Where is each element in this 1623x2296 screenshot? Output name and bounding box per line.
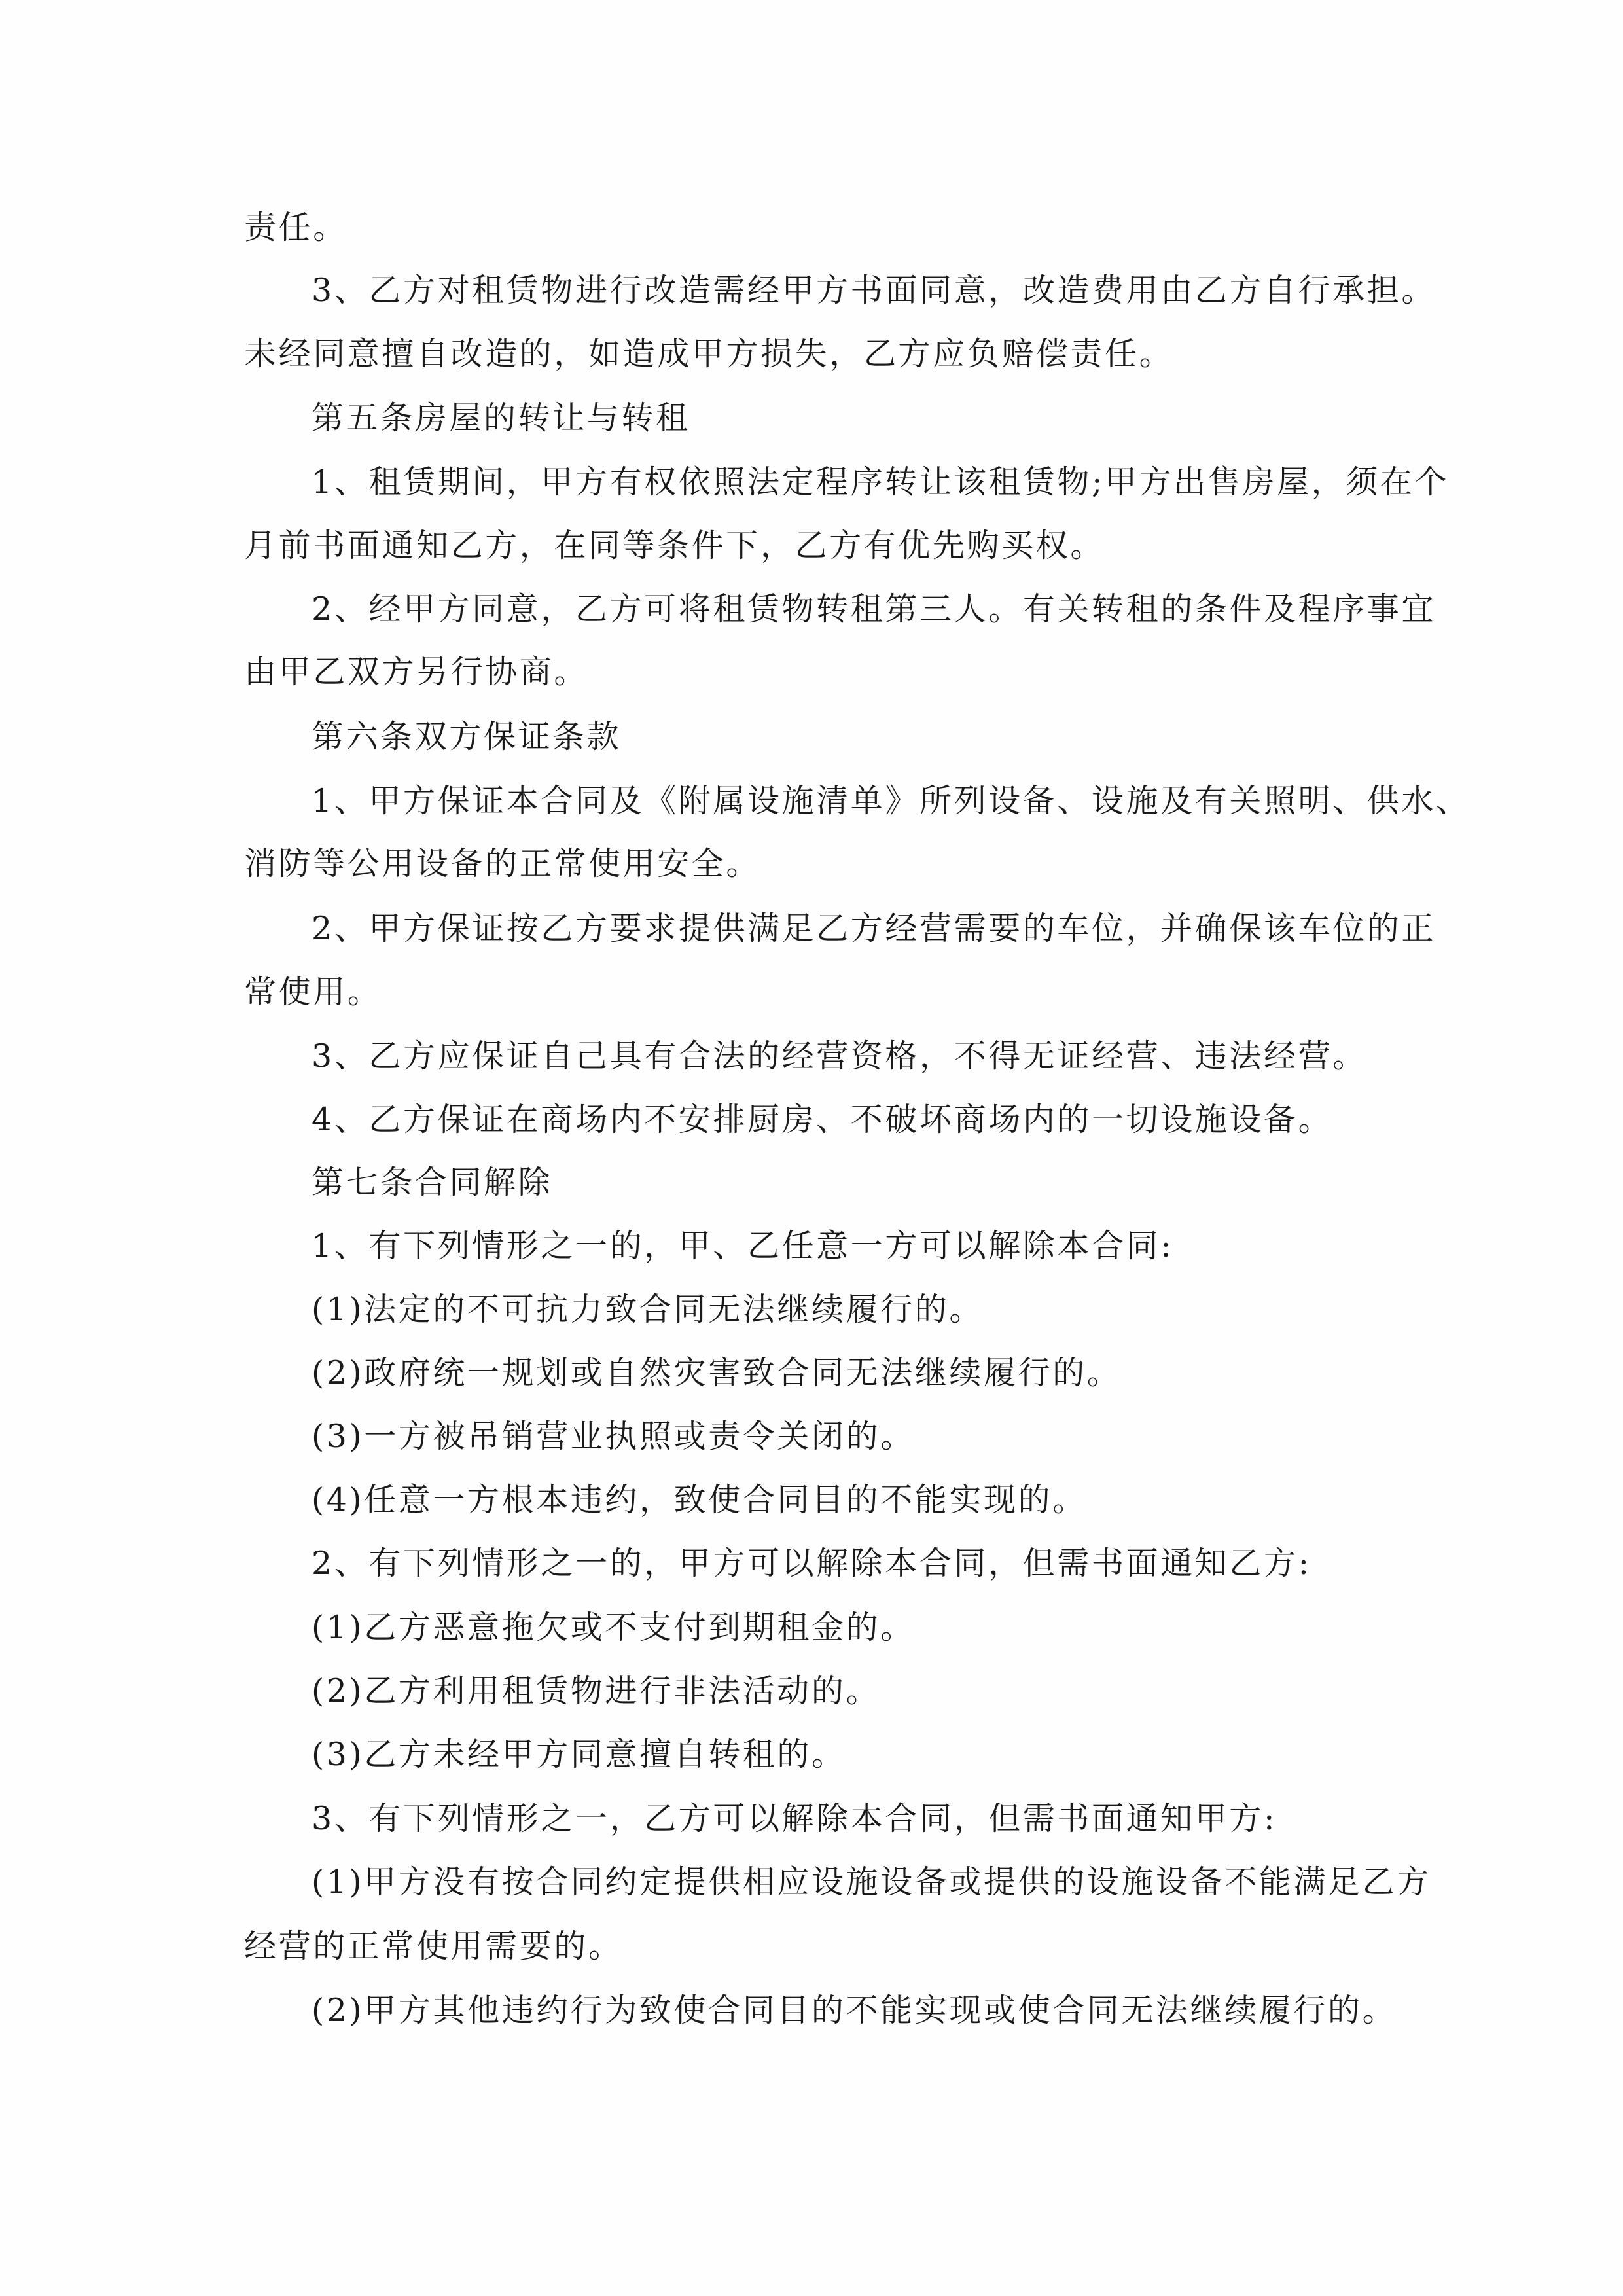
text-line: 责任。 <box>244 209 348 246</box>
section-heading: 第六条双方保证条款 <box>312 718 622 755</box>
text-line: (1)法定的不可抗力致合同无法继续履行的。 <box>312 1291 984 1328</box>
text-line: 3、有下列情形之一，乙方可以解除本合同，但需书面通知甲方: <box>312 1800 1277 1837</box>
text-line: (1)乙方恶意拖欠或不支付到期租金的。 <box>312 1609 915 1646</box>
text-line: 月前书面通知乙方，在同等条件下，乙方有优先购买权。 <box>244 527 1105 564</box>
text-line: 由甲乙双方另行协商。 <box>244 653 589 691</box>
text-line: (2)乙方利用租赁物进行非法活动的。 <box>312 1672 881 1710</box>
text-line: (3)一方被吊销营业执照或责令关闭的。 <box>312 1418 915 1455</box>
text-line: (2)政府统一规划或自然灾害致合同无法继续履行的。 <box>312 1354 1122 1391</box>
text-line: 3、乙方对租赁物进行改造需经甲方书面同意，改造费用由乙方自行承担。 <box>312 272 1436 309</box>
text-line: 消防等公用设备的正常使用安全。 <box>244 845 761 882</box>
text-line: 2、有下列情形之一的，甲方可以解除本合同，但需书面通知乙方: <box>312 1545 1311 1582</box>
text-line: 1、有下列情形之一的，甲、乙任意一方可以解除本合同: <box>312 1227 1174 1265</box>
text-line: 经营的正常使用需要的。 <box>244 1928 623 1965</box>
text-line: 2、经甲方同意，乙方可将租赁物转租第三人。有关转租的条件及程序事宜 <box>312 590 1436 628</box>
text-line: (2)甲方其他违约行为致使合同目的不能实现或使合同无法继续履行的。 <box>312 1992 1397 2029</box>
text-line: 2、甲方保证按乙方要求提供满足乙方经营需要的车位，并确保该车位的正 <box>312 910 1436 947</box>
section-heading: 第七条合同解除 <box>312 1164 553 1201</box>
section-heading: 第五条房屋的转让与转租 <box>312 399 690 437</box>
text-line: 1、甲方保证本合同及《附属设施清单》所列设备、设施及有关照明、供水、 <box>312 782 1471 819</box>
text-line: 1、租赁期间，甲方有权依照法定程序转让该租赁物;甲方出售房屋，须在个 <box>312 463 1450 501</box>
text-line: 常使用。 <box>244 973 382 1011</box>
text-line: 未经同意擅自改造的，如造成甲方损失，乙方应负赔偿责任。 <box>244 335 1174 372</box>
text-line: (3)乙方未经甲方同意擅自转租的。 <box>312 1736 846 1773</box>
text-line: (1)甲方没有按合同约定提供相应设施设备或提供的设施设备不能满足乙方 <box>312 1863 1431 1901</box>
text-line: 3、乙方应保证自己具有合法的经营资格，不得无证经营、违法经营。 <box>312 1037 1367 1075</box>
text-line: (4)任意一方根本违约，致使合同目的不能实现的。 <box>312 1481 1087 1518</box>
text-line: 4、乙方保证在商场内不安排厨房、不破坏商场内的一切设施设备。 <box>312 1101 1333 1138</box>
